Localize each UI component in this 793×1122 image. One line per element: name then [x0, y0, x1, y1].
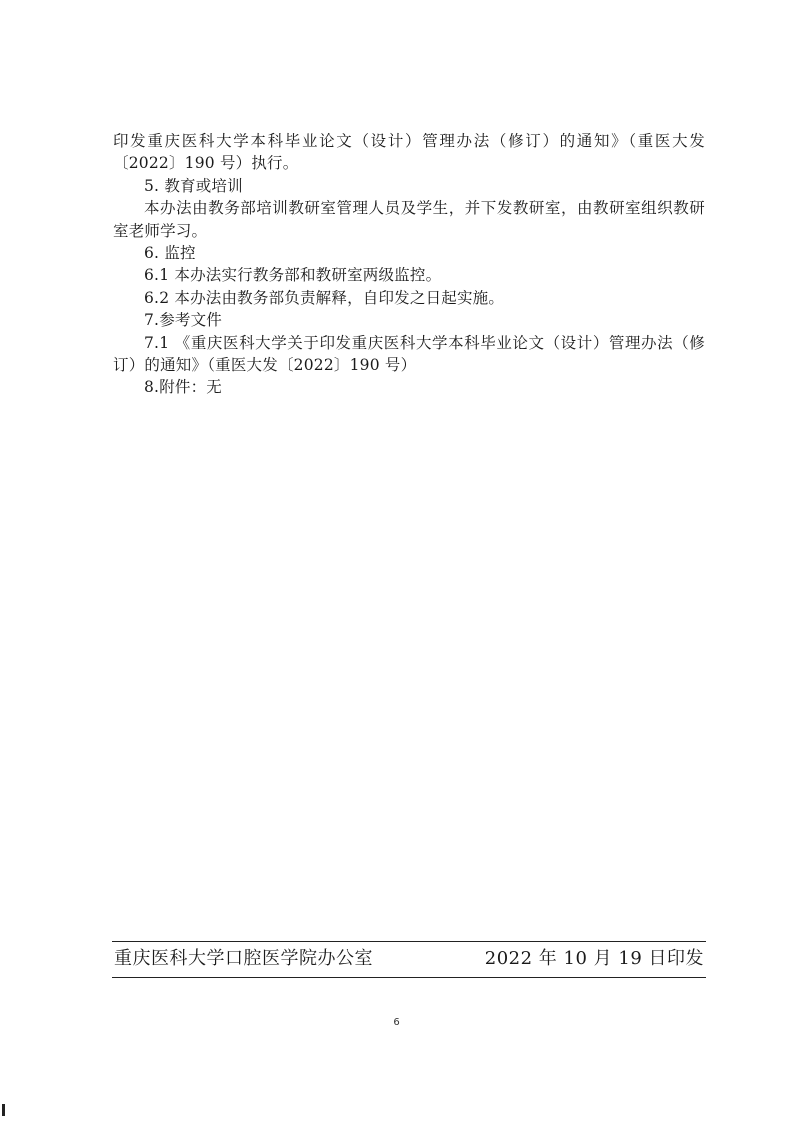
footer-row [112, 947, 706, 971]
scan-edge-mark [2, 1104, 5, 1116]
paragraph-monitoring-6-2: 6.2 本办法由教务部负责解释，自印发之日起实施。 [144, 288, 505, 307]
footer-top-rule [112, 941, 706, 942]
issue-date: 2022 年 10 月 19 日印发 [484, 948, 704, 969]
section-heading-monitoring: 6. 监控 [144, 244, 196, 263]
section-heading-training: 5. 教育或培训 [144, 176, 243, 195]
paragraph-monitoring-6-1: 6.1 本办法实行教务部和教研室两级监控。 [144, 266, 442, 285]
paragraph-reference-7-1: 7.1 《重庆医科大学关于印发重庆医科大学本科毕业论文（设计）管理办法（修订）的通知》（重医大发〔2022〕190 号） [113, 333, 705, 375]
section-heading-references: 7.参考文件 [144, 311, 222, 330]
issuer-office: 重庆医科大学口腔医学院办公室 [114, 948, 373, 969]
paragraph-continuation: 印发重庆医科大学本科毕业论文（设计）管理办法（修订）的通知》（重医大发〔2022〕190 号）执行。 [113, 132, 705, 173]
page-number: 6 [393, 1017, 400, 1028]
section-heading-attachments: 8.附件：无 [144, 378, 222, 397]
issuance-footer [112, 941, 706, 978]
footer-bottom-rule [112, 977, 706, 978]
document-body [113, 130, 705, 399]
paragraph-training: 本办法由教务部培训教研室管理人员及学生，并下发教研室，由教研室组织教研室老师学习。 [113, 199, 705, 240]
